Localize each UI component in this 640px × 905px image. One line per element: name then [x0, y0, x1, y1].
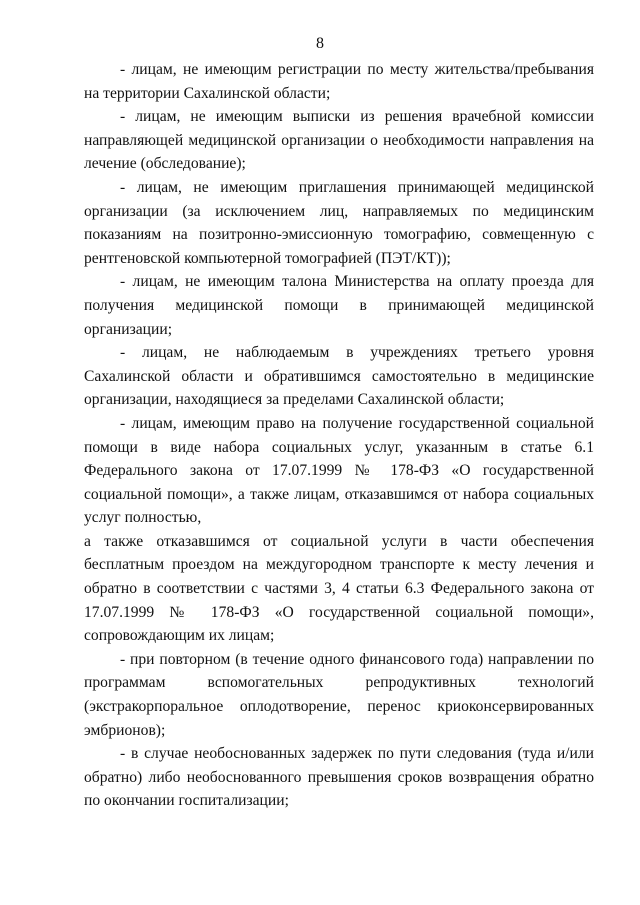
document-body — [84, 58, 594, 813]
list-item-no-invitation: - лицам, не имеющим приглашения принимающей медицинской организации (за исключением лиц, направляемых по медицинским показаниям на позитронно-эмиссионную томографию, совмещенную с рентгеновской компьютерной томографией (ПЭТ/КТ)); — [84, 178, 594, 267]
list-item-unjustified-delays: - в случае необоснованных задержек по пути следования (туда и/или обратно) либо необоснованного превышения сроков возвращения обратно по окончании госпитализации; — [84, 745, 594, 810]
page-number: 8 — [316, 35, 324, 52]
list-item-repeated-referral: - при повторном (в течение одного финансового года) направлении по программам вспомогательных репродуктивных технологий (экстракорпоральное оплодотворение, перенос криоконсервированных эмбрионов); — [84, 650, 594, 739]
list-item-social-services-continued: а также отказавшимся от социальной услуги в части обеспечения бесплатным проездом на междугородном транспорте к месту лечения и обратно в соответствии с частями 3, 4 статьи 6.3 Федерального закона от 17.07.1999 № 178-ФЗ «О государственной социальной помощи», сопровождающим их лицам; — [84, 532, 594, 645]
list-item-not-observed: - лицам, не наблюдаемым в учреждениях третьего уровня Сахалинской области и обратившимся самостоятельно в медицинские организации, находящиеся за пределами Сахалинской области; — [84, 344, 594, 409]
list-item-no-registration: - лицам, не имеющим регистрации по месту жительства/пребывания на территории Сахалинской области; — [84, 61, 594, 102]
list-item-no-travel-voucher: - лицам, не имеющим талона Министерства на оплату проезда для получения медицинской помощи в принимающей медицинской организации; — [84, 273, 594, 338]
list-item-no-commission-extract: - лицам, не имеющим выписки из решения врачебной комиссии направляющей медицинской организации о необходимости направления на лечение (обследование); — [84, 108, 594, 173]
list-item-social-services: - лицам, имеющим право на получение государственной социальной помощи в виде набора социальных услуг, указанным в статье 6.1 Федерального закона от 17.07.1999 № 178-ФЗ «О государственной социальной помощи», а также лицам, отказавшимся от набора социальных услуг полностью, — [84, 414, 594, 527]
